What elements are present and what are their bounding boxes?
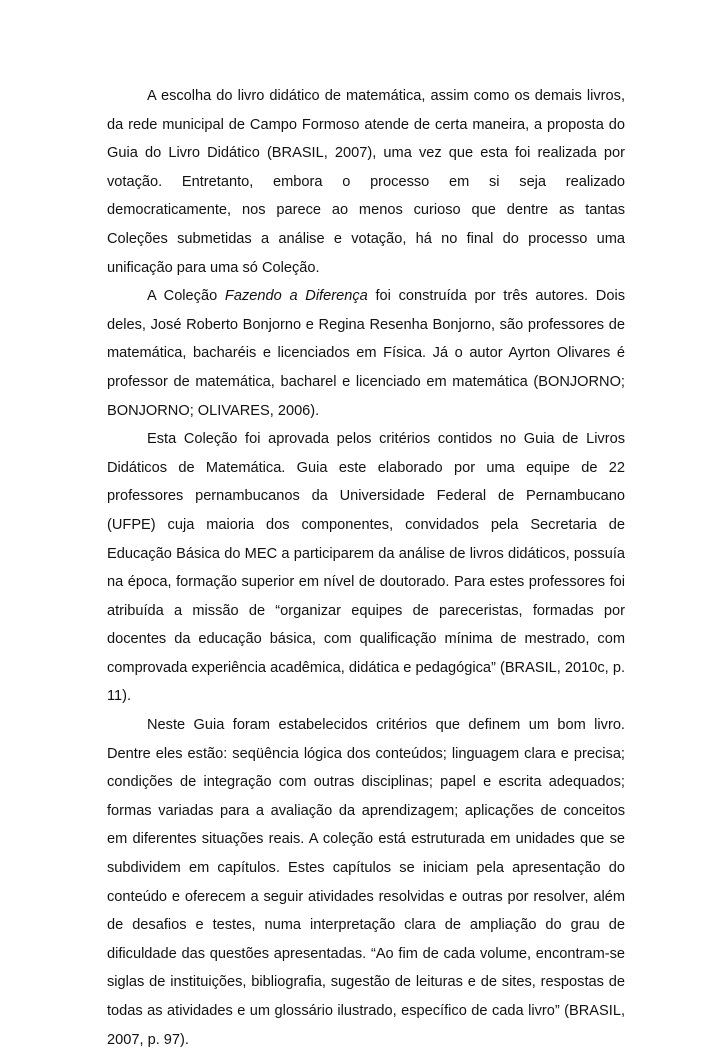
document-body	[107, 82, 625, 1054]
paragraph-colecao-aprovada: Esta Coleção foi aprovada pelos critérios contidos no Guia de Livros Didáticos de Matemática. Guia este elaborado por uma equipe de 22 professores pernambucanos da Universidade Federal de Pernambucano (UFPE) cuja maioria dos componentes, convidados pela Secretaria de Educação Básica do MEC a participarem da análise de livros didáticos, possuía na época, formação superior em nível de doutorado. Para estes professores foi atribuída a missão de “organizar equipes de pareceristas, formadas por docentes da educação básica, com qualificação mínima de mestrado, com comprovada experiência acadêmica, didática e pedagógica” (BRASIL, 2010c, p. 11).	[107, 431, 625, 705]
paragraph-colecao-rest: foi construída por três autores. Dois deles, José Roberto Bonjorno e Regina Resenha Bonjorno, são professores de matemática, bacharéis e licenciados em Física. Já o autor Ayrton Olivares é professor de matemática, bacharel e licenciado em matemática (BONJORNO; BONJORNO; OLIVARES, 2006).	[107, 288, 625, 419]
paragraph-colecao-intro: A Coleção	[147, 288, 225, 305]
paragraph-escolha-livro: A escolha do livro didático de matemática, assim como os demais livros, da rede municipal de Campo Formoso atende de certa maneira, a proposta do Guia do Livro Didático (BRASIL, 2007), uma vez que esta foi realizada por votação. Entretanto, embora o processo em si seja realizado democraticamente, nos parece ao menos curioso que dentre as tantas Coleções submetidas a análise e votação, há no final do processo uma unificação para uma só Coleção.	[107, 88, 625, 276]
paragraph-criterios-guia: Neste Guia foram estabelecidos critérios que definem um bom livro. Dentre eles estão: seqüência lógica dos conteúdos; linguagem clara e precisa; condições de integração com outras disciplinas; papel e escrita adequados; formas variadas para a avaliação da aprendizagem; aplicações de conceitos em diferentes situações reais. A coleção está estruturada em unidades que se subdividem em capítulos. Estes capítulos se iniciam pela apresentação do conteúdo e oferecem a seguir atividades resolvidas e outras por resolver, além de desafios e testes, numa interpretação clara de ampliação do grau de dificuldade das questões apresentadas. “Ao fim de cada volume, encontram-se siglas de instituições, bibliografia, sugestão de leituras e de sites, respostas de todas as atividades e um glossário ilustrado, específico de cada livro” (BRASIL, 2007, p. 97).	[107, 717, 625, 1048]
paragraph-colecao-autores	[107, 282, 625, 425]
book-title-italic: Fazendo a Diferença	[224, 288, 368, 305]
